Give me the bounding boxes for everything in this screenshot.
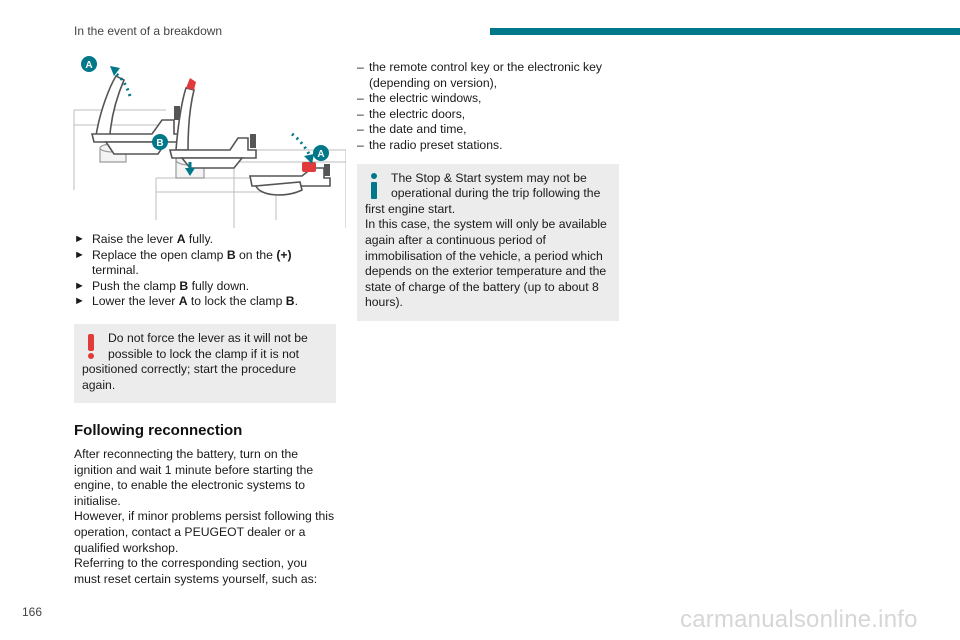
info-text-rest: In this case, the system will only be available again after a continuous period of immobilisation of the vehicle, a period which depends on the exterior temperature and the state of charge of the battery (up to about 8 hours). (365, 217, 607, 310)
page-number: 166 (22, 605, 43, 619)
watermark: carmanualsonline.info (680, 606, 918, 633)
label-a-top (81, 56, 97, 72)
header-section-title: In the event of a breakdown (74, 24, 223, 38)
label-a-top-text: A (85, 60, 93, 71)
paragraph: Referring to the corresponding section, you must reset certain systems yourself, such as: (74, 556, 318, 586)
label-a-right-text: A (317, 149, 325, 160)
label-b (152, 134, 168, 150)
section-heading: Following reconnection (74, 422, 243, 440)
step-arrow-icon: ► (74, 279, 85, 292)
step-push-clamp: ► Push the clamp B fully down. (74, 278, 250, 293)
paragraph: However, if minor problems persist following this operation, contact a PEUGEOT dealer or a qualified workshop. (74, 509, 335, 555)
info-text-first: The Stop & Start system may not be operational during the trip following the (391, 170, 601, 201)
label-a-right (313, 145, 329, 161)
step-arrow-icon: ► (74, 295, 85, 308)
step-lower-lever: ► Lower the lever A to lock the clamp B. (74, 294, 298, 309)
step-raise-lever: ► Raise the lever A fully. (74, 232, 214, 246)
step-arrow-icon: ► (74, 233, 85, 245)
exclamation-icon (84, 332, 98, 360)
left-column (74, 232, 336, 587)
battery-clamp-illustration (66, 50, 346, 228)
warning-box (74, 324, 336, 403)
warning-text-first: Do not force the lever as it will not be possible to lock the clamp if it is not (108, 330, 308, 361)
header-accent-bar (490, 28, 960, 35)
right-column (357, 60, 619, 321)
list-item: – the remote control key or the electronic key (depending on version), (357, 60, 603, 90)
list-item: – the electric windows, (357, 91, 482, 106)
info-icon (367, 172, 381, 200)
list-item: – the electric doors, (357, 106, 466, 121)
info-text-rest: first engine start. (365, 201, 456, 216)
list-item: – the radio preset stations. (357, 137, 503, 152)
paragraph: After reconnecting the battery, turn on the ignition and wait 1 minute before starting the engine, to enable the electronic systems to initialise. (74, 446, 314, 508)
list-item: – the date and time, (357, 122, 467, 137)
label-b-text: B (156, 138, 164, 149)
step-replace-clamp: ► Replace the open clamp B on the (+) terminal. (74, 247, 292, 278)
step-arrow-icon: ► (74, 248, 85, 261)
warning-text-rest: positioned correctly; start the procedure again. (82, 362, 297, 392)
info-box (357, 164, 619, 321)
